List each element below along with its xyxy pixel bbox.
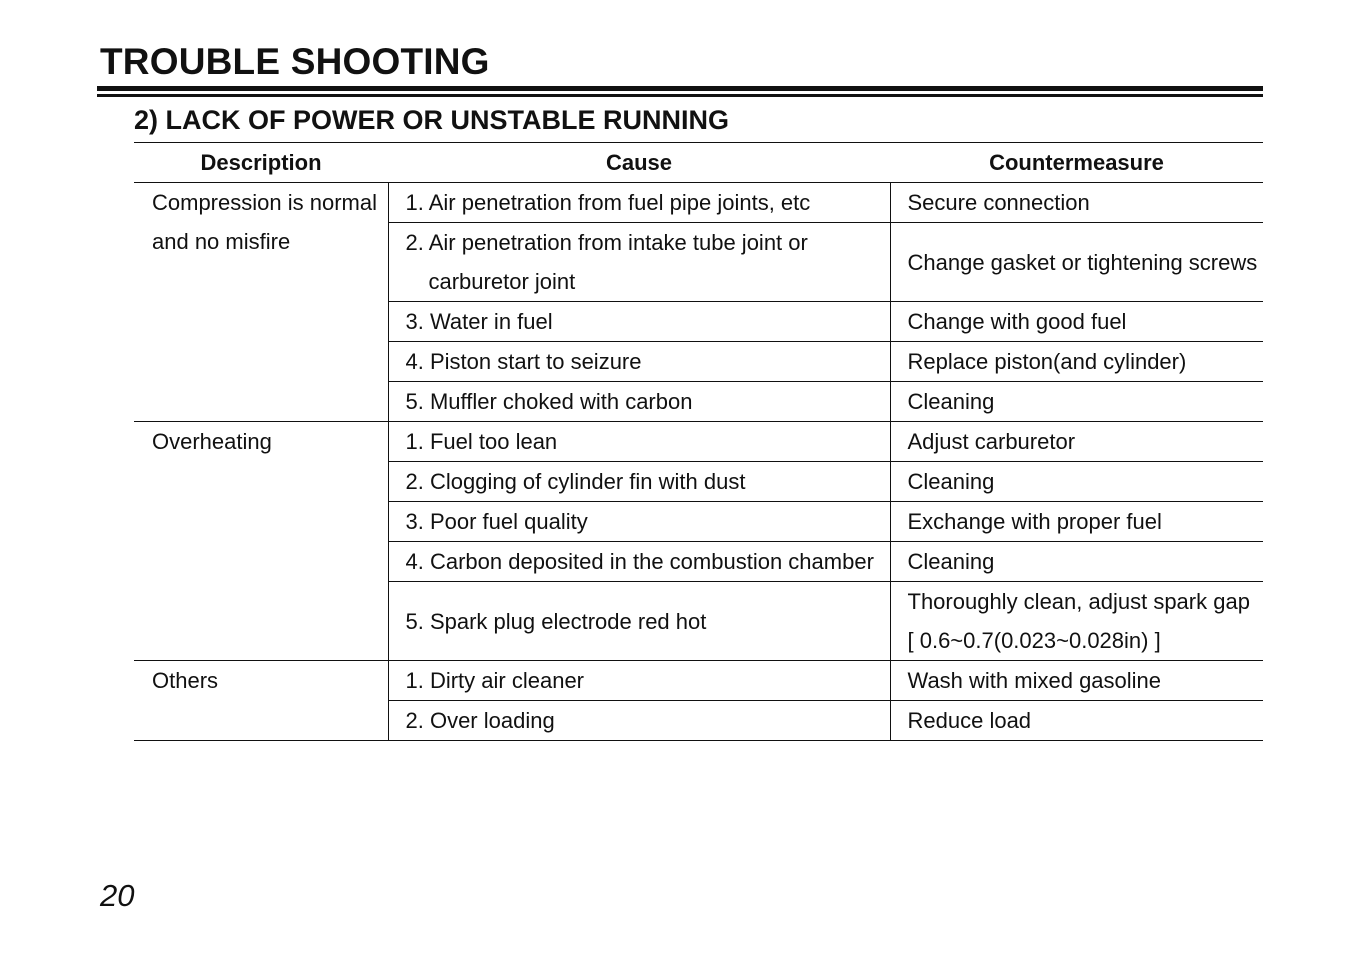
cause-line: 4. Carbon deposited in the combustion chamber — [405, 549, 874, 574]
cause-cell — [388, 661, 890, 701]
cause-cell — [388, 342, 890, 382]
countermeasure-cell — [890, 661, 1263, 701]
cause-line: 3. Poor fuel quality — [405, 509, 588, 534]
cause-line: 2. Clogging of cylinder fin with dust — [405, 469, 746, 494]
countermeasure-cell — [890, 382, 1263, 422]
cause-cell — [388, 542, 890, 582]
countermeasure-line: Adjust carburetor — [907, 429, 1076, 454]
countermeasure-cell — [890, 422, 1263, 462]
page-title: TROUBLE SHOOTING — [100, 41, 490, 82]
cause-cell — [388, 183, 890, 223]
section-heading: 2) LACK OF POWER OR UNSTABLE RUNNING — [134, 105, 729, 135]
cause-cell — [388, 382, 890, 422]
column-header-cause: Cause — [388, 143, 890, 183]
description-cell — [134, 183, 388, 422]
cause-line: carburetor joint — [428, 269, 576, 294]
cause-cell — [388, 223, 890, 302]
table-header-row — [134, 143, 1263, 183]
countermeasure-cell — [890, 183, 1263, 223]
countermeasure-line: Cleaning — [907, 549, 995, 574]
countermeasure-cell — [890, 582, 1263, 661]
description-line: Others — [152, 668, 219, 693]
countermeasure-line: Thoroughly clean, adjust spark gap — [907, 589, 1250, 614]
table-row — [134, 422, 1263, 462]
countermeasure-line: Cleaning — [907, 389, 995, 414]
cause-cell — [388, 502, 890, 542]
description-line: Compression is normal — [152, 190, 377, 215]
page-number: 20 — [100, 878, 135, 913]
countermeasure-cell — [890, 542, 1263, 582]
cause-line: 1. Fuel too lean — [405, 429, 558, 454]
countermeasure-line: Replace piston(and cylinder) — [907, 349, 1187, 374]
cause-cell — [388, 582, 890, 661]
column-header-description: Description — [134, 143, 388, 183]
cause-cell — [388, 462, 890, 502]
countermeasure-line: Change with good fuel — [907, 309, 1127, 334]
cause-cell — [388, 422, 890, 462]
title-rule-thick — [97, 86, 1263, 91]
table-body — [134, 183, 1263, 741]
countermeasure-line: Change gasket or tightening screws — [907, 249, 1258, 275]
cause-line: 2. Air penetration from intake tube joint or — [405, 230, 808, 255]
countermeasure-cell — [890, 302, 1263, 342]
countermeasure-line: [ 0.6~0.7(0.023~0.028in) ] — [907, 628, 1161, 653]
cause-line: 2. Over loading — [405, 708, 555, 733]
table-row — [134, 661, 1263, 701]
countermeasure-cell — [890, 342, 1263, 382]
cause-line: 1. Air penetration from fuel pipe joints, etc — [405, 190, 811, 215]
column-header-countermeasure: Countermeasure — [890, 143, 1263, 183]
countermeasure-line: Reduce load — [907, 708, 1032, 733]
description-line: and no misfire — [152, 229, 291, 254]
description-line: Overheating — [152, 429, 272, 454]
cause-line: 3. Water in fuel — [405, 309, 553, 334]
cause-line: 5. Muffler choked with carbon — [405, 389, 693, 414]
cause-line: 4. Piston start to seizure — [405, 349, 642, 374]
countermeasure-line: Exchange with proper fuel — [907, 509, 1162, 534]
countermeasure-cell — [890, 701, 1263, 741]
cause-line: 5. Spark plug electrode red hot — [405, 608, 707, 634]
countermeasure-cell — [890, 502, 1263, 542]
title-rule-thin — [97, 94, 1263, 97]
table-row — [134, 183, 1263, 223]
description-cell — [134, 661, 388, 741]
cause-line: 1. Dirty air cleaner — [405, 668, 585, 693]
countermeasure-cell — [890, 462, 1263, 502]
countermeasure-cell — [890, 223, 1263, 302]
troubleshooting-table — [134, 142, 1263, 741]
countermeasure-line: Cleaning — [907, 469, 995, 494]
cause-cell — [388, 701, 890, 741]
cause-cell — [388, 302, 890, 342]
countermeasure-line: Wash with mixed gasoline — [907, 668, 1162, 693]
description-cell — [134, 422, 388, 661]
countermeasure-line: Secure connection — [907, 190, 1090, 215]
